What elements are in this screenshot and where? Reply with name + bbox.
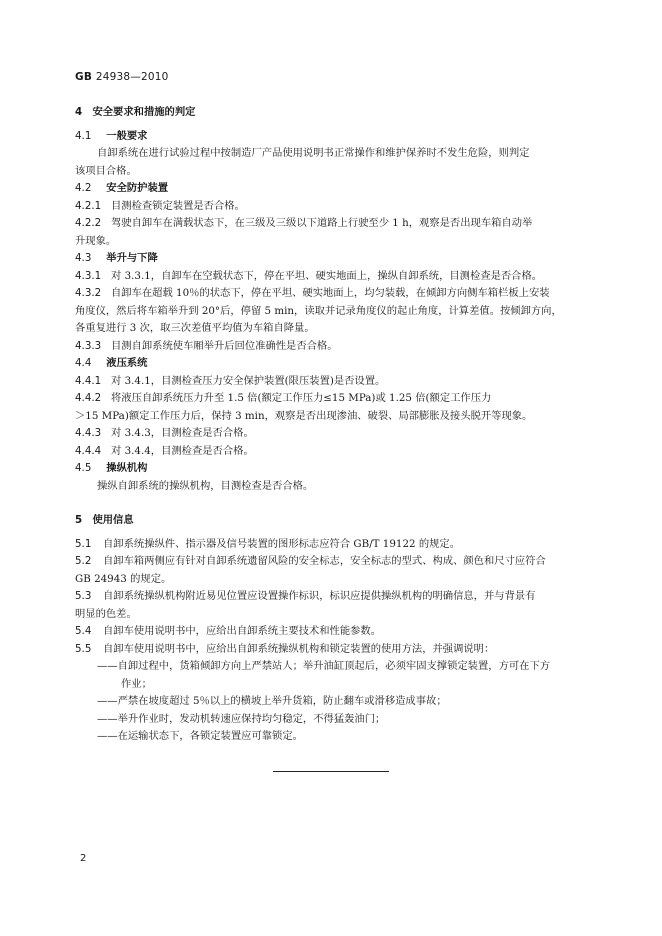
standard-prefix: GB [75, 71, 93, 83]
dash-item: ——严禁在坡度超过 5％以上的横坡上举升货箱，防止翻车或滑移造成事故； [97, 695, 447, 707]
paragraph-cont: 该项目合格。 [75, 164, 137, 177]
section-4-5-heading [75, 460, 595, 478]
standard-header [75, 71, 169, 83]
dash-item: ——在运输状态下，各锁定装置应可靠锁定。 [97, 730, 303, 742]
section-4-3-heading [75, 250, 595, 268]
clause-number: 4.4.4 [75, 444, 102, 457]
clause-number: 5.2 [75, 555, 92, 567]
dash-item: ——举升作业时，发动机转速应保持均匀稳定，不得猛轰油门； [97, 712, 386, 725]
clause-5-2 [75, 553, 595, 571]
document-body [75, 104, 595, 746]
clause-number: 4.3.1 [75, 269, 102, 282]
clause-4-4-2 [75, 390, 595, 408]
clause-number: 4.3 [75, 252, 92, 264]
clause-4-2-2 [75, 215, 595, 233]
clause-text: 目测检查锁定装置是否合格。 [111, 199, 245, 212]
clause-text-cont: 角度仪，然后将车箱举升到 20°后，停留 5 min，读取并记录角度仪的起止角度，计算差值。按倾卸方向， [75, 304, 562, 317]
standard-code: 24938—2010 [95, 71, 169, 83]
clause-5-5 [75, 641, 595, 659]
clause-number: 4.3.2 [75, 287, 102, 299]
clause-title: 操纵机构 [106, 462, 148, 474]
clause-text: 对 3.3.1，自卸车在空载状态下，停在平坦、硬实地面上，操纵自卸系统，目测检查是否合格。 [111, 269, 543, 282]
clause-number: 4.2.1 [75, 199, 102, 212]
end-divider [273, 771, 389, 772]
clause-number: 5.5 [75, 642, 92, 655]
dash-item-cont: 作业； [121, 677, 152, 690]
clause-text: 自卸系统操纵机构附近易见位置应设置操作标识，标识应提供操纵机构的明确信息，并与背景有 [103, 590, 536, 602]
page-number: 2 [80, 853, 87, 864]
clause-number: 5.3 [75, 590, 92, 602]
clause-4-2-1 [75, 198, 595, 216]
clause-number: 4.2 [75, 182, 92, 194]
clause-text: 驾驶自卸车在满载状态下，在三级及三级以下道路上行驶至少 1 h，观察是否出现车箱自动举 [111, 217, 533, 229]
section-4-1-heading [75, 128, 595, 146]
clause-text: 对 3.4.3，目测检查是否合格。 [111, 427, 254, 439]
clause-title: 一般要求 [106, 129, 148, 142]
paragraph: 操纵自卸系统的操纵机构，目测检查是否合格。 [97, 479, 314, 492]
clause-number: 4.4.1 [75, 374, 102, 387]
section-4-title: 4 安全要求和措施的判定 [75, 106, 196, 118]
clause-number: 4.2.2 [75, 217, 102, 229]
clause-text: 自卸车使用说明书中，应给出自卸系统主要技术和性能参数。 [103, 625, 382, 637]
clause-text: 自卸车箱两侧应有针对自卸系统遗留风险的安全标志，安全标志的型式、构成、颜色和尺寸应符合 [103, 555, 546, 567]
clause-number: 4.5 [75, 462, 92, 474]
clause-number: 4.4.3 [75, 427, 102, 439]
clause-text: 自卸车使用说明书中，应给出自卸系统操纵机构和锁定装置的使用方法，并强调说明： [103, 642, 495, 655]
clause-4-3-3 [75, 338, 595, 356]
clause-4-4-3 [75, 425, 595, 443]
clause-number: 5.4 [75, 625, 92, 637]
clause-text: 自卸系统操纵件、指示器及信号装置的图形标志应符合 GB/T 19122 的规定。 [103, 537, 461, 550]
clause-4-3-2 [75, 285, 595, 303]
clause-5-4 [75, 623, 595, 641]
section-5-title: 5 使用信息 [75, 514, 134, 526]
clause-4-4-4 [75, 443, 595, 461]
clause-5-3 [75, 588, 595, 606]
clause-text-cont: 升现象。 [75, 234, 117, 247]
section-4-4-heading [75, 355, 595, 373]
clause-text: 目测自卸系统使车厢举升后回位准确性是否合格。 [111, 339, 338, 352]
clause-number: 4.3.3 [75, 339, 102, 352]
dash-item: ——自卸过程中，货箱倾卸方向上严禁站人；举升油缸顶起后，必须牢固支撑锁定装置，方可在下方 [97, 660, 551, 672]
clause-text-cont: 各重复进行 3 次，取三次差值平均值为车箱自降量。 [75, 322, 315, 334]
paragraph: 自卸系统在进行试验过程中按制造厂产品使用说明书正常操作和维护保养时不发生危险，则判定 [97, 147, 530, 159]
clause-text: 对 3.4.1，目测检查压力安全保护装置(限压装置)是否设置。 [111, 374, 386, 387]
clause-title: 安全防护装置 [106, 182, 169, 194]
clause-text-cont: GB 24943 的规定。 [75, 572, 172, 585]
clause-title: 液压系统 [106, 357, 148, 369]
clause-number: 4.1 [75, 129, 92, 142]
clause-title: 举升与下降 [106, 252, 158, 264]
clause-4-3-1 [75, 268, 595, 286]
clause-text-cont: ＞15 MPa)额定工作压力后，保持 3 min，观察是否出现渗油、破裂、局部膨胀及接头脱开等现象。 [75, 409, 533, 422]
clause-number: 4.4.2 [75, 392, 102, 404]
clause-5-1 [75, 536, 595, 554]
clause-4-4-1 [75, 373, 595, 391]
clause-number: 4.4 [75, 357, 92, 369]
clause-text: 自卸车在超载 10％的状态下，停在平坦、硬实地面上，均匀装载，在倾卸方向侧车箱栏板上安装 [111, 287, 550, 299]
clause-text-cont: 明显的色差。 [75, 607, 137, 620]
clause-number: 5.1 [75, 537, 92, 550]
clause-text: 对 3.4.4，目测检查是否合格。 [111, 444, 254, 457]
clause-text: 将液压自卸系统压力升至 1.5 倍(额定工作压力≤15 MPa)或 1.25 倍(额定工作压力 [111, 392, 492, 404]
section-4-2-heading [75, 180, 595, 198]
